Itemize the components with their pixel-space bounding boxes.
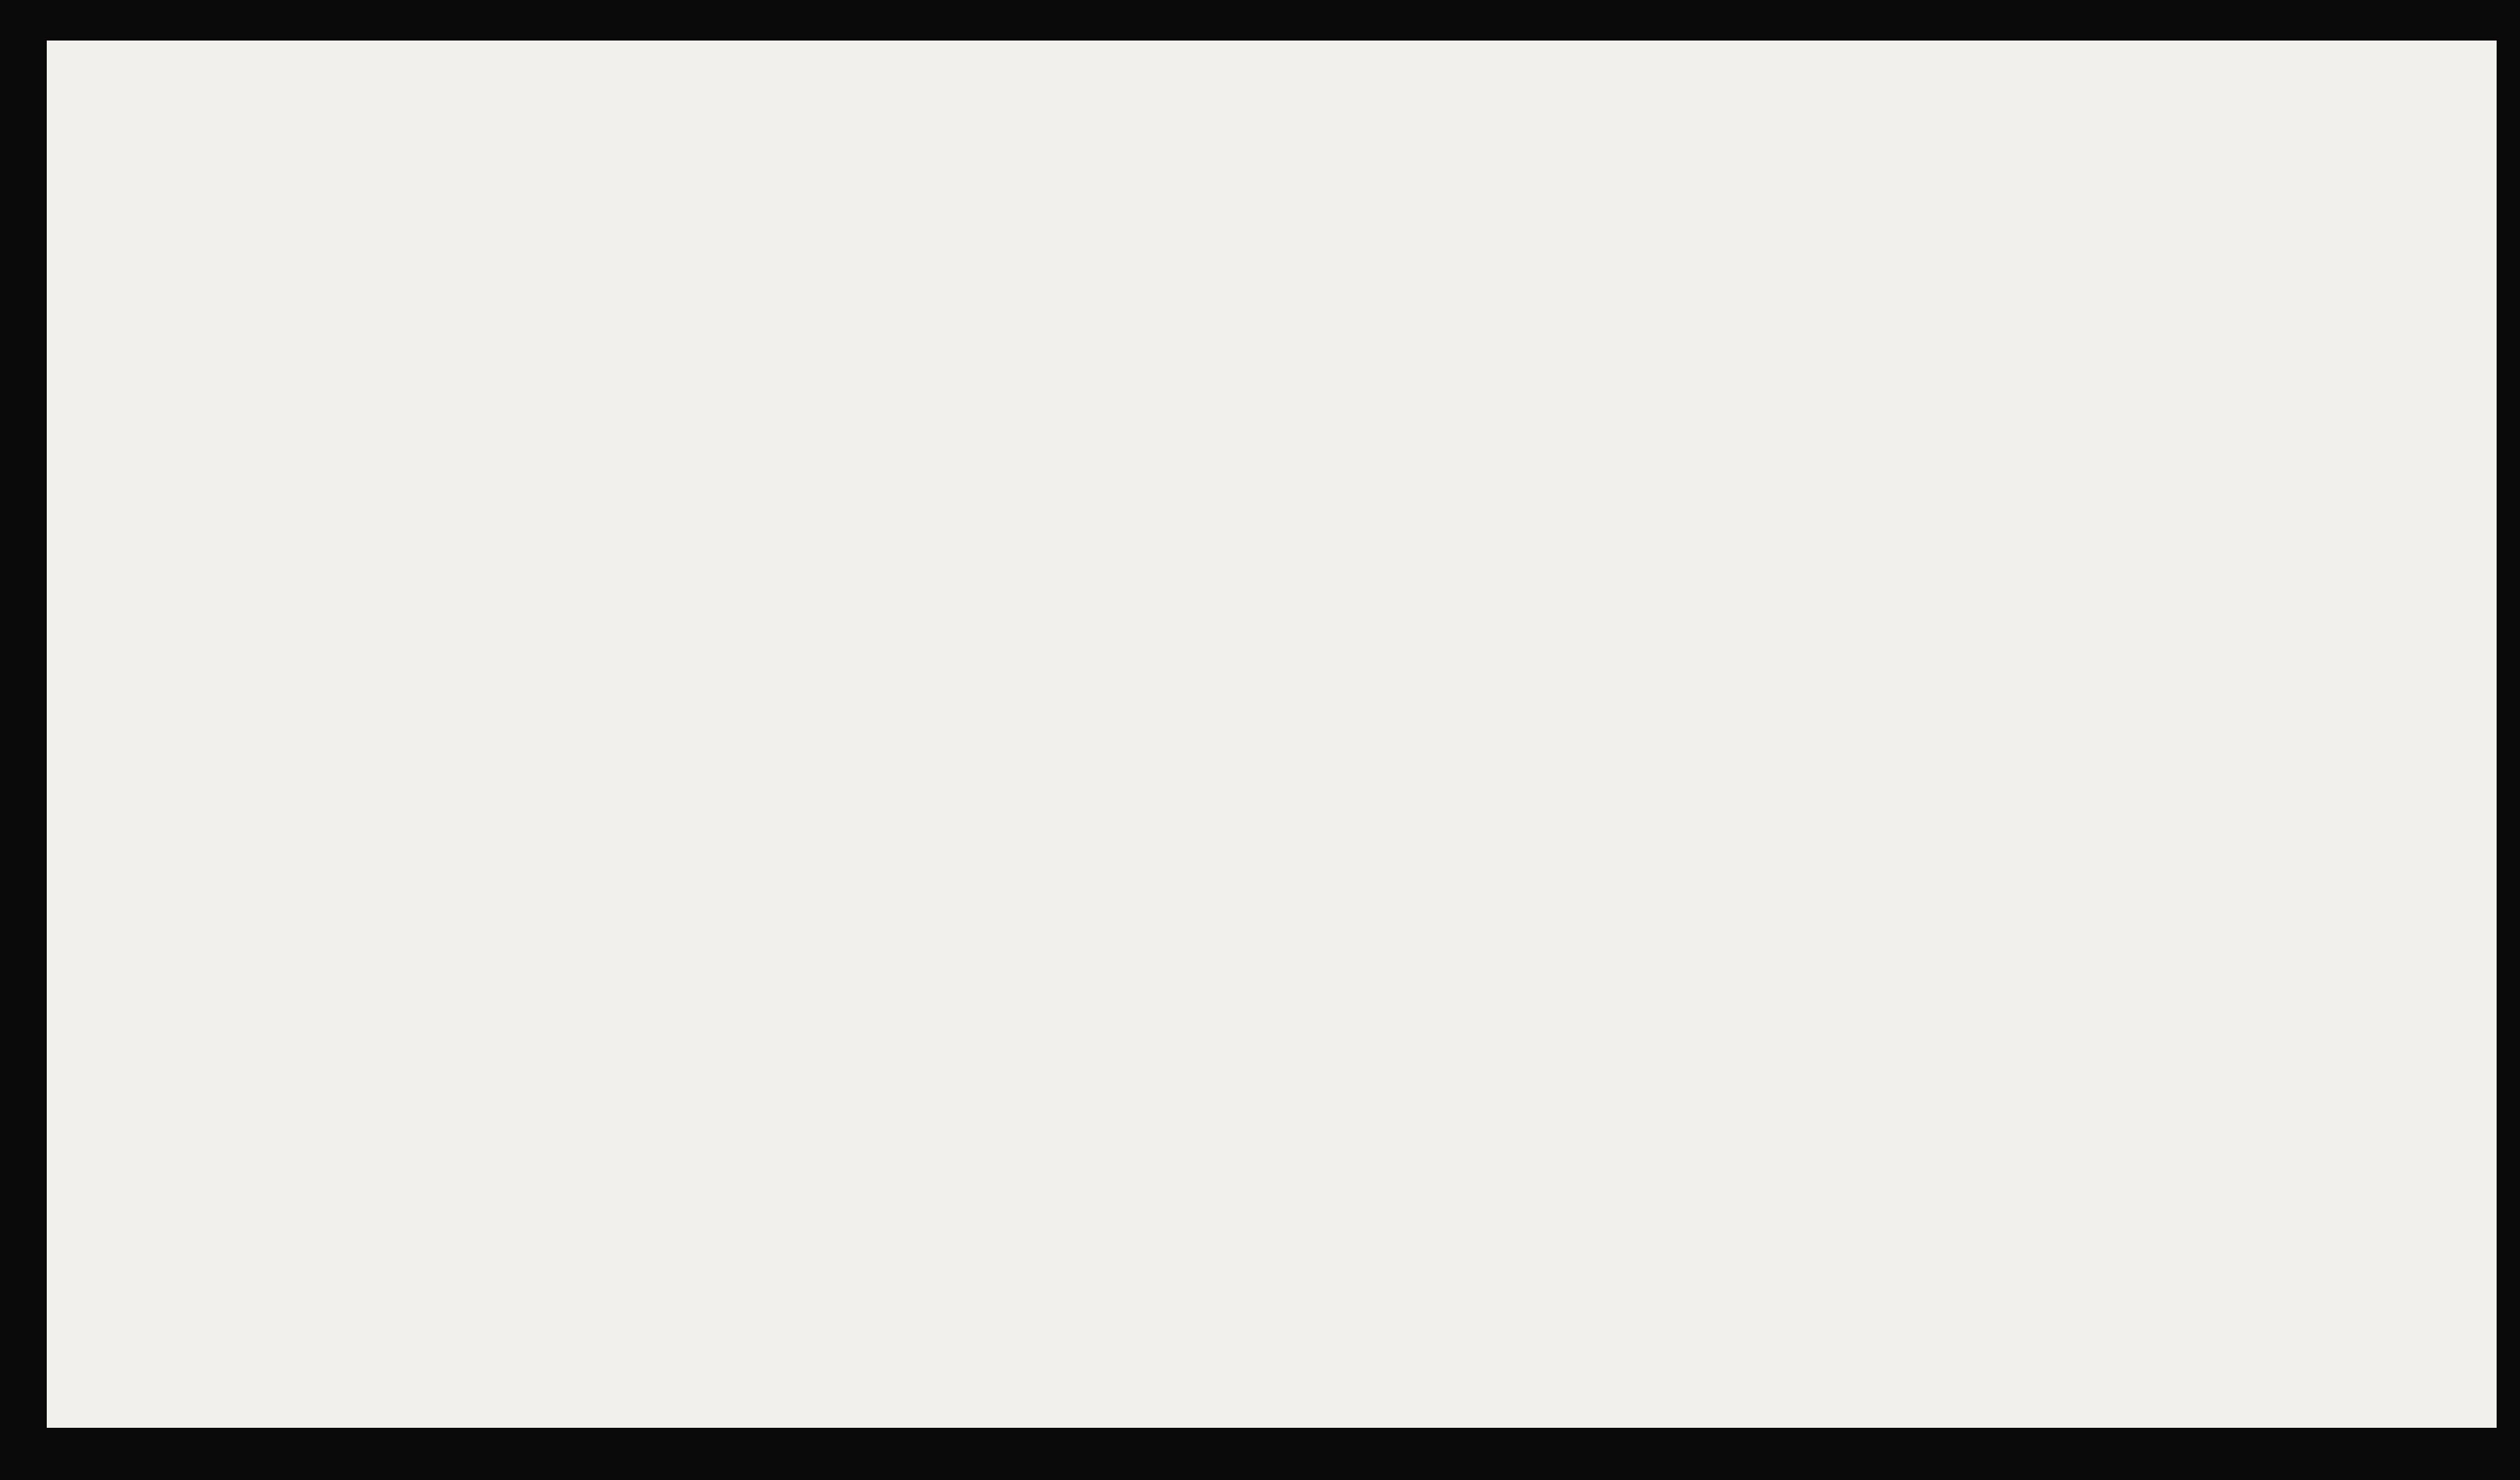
census-card <box>47 41 2497 1428</box>
